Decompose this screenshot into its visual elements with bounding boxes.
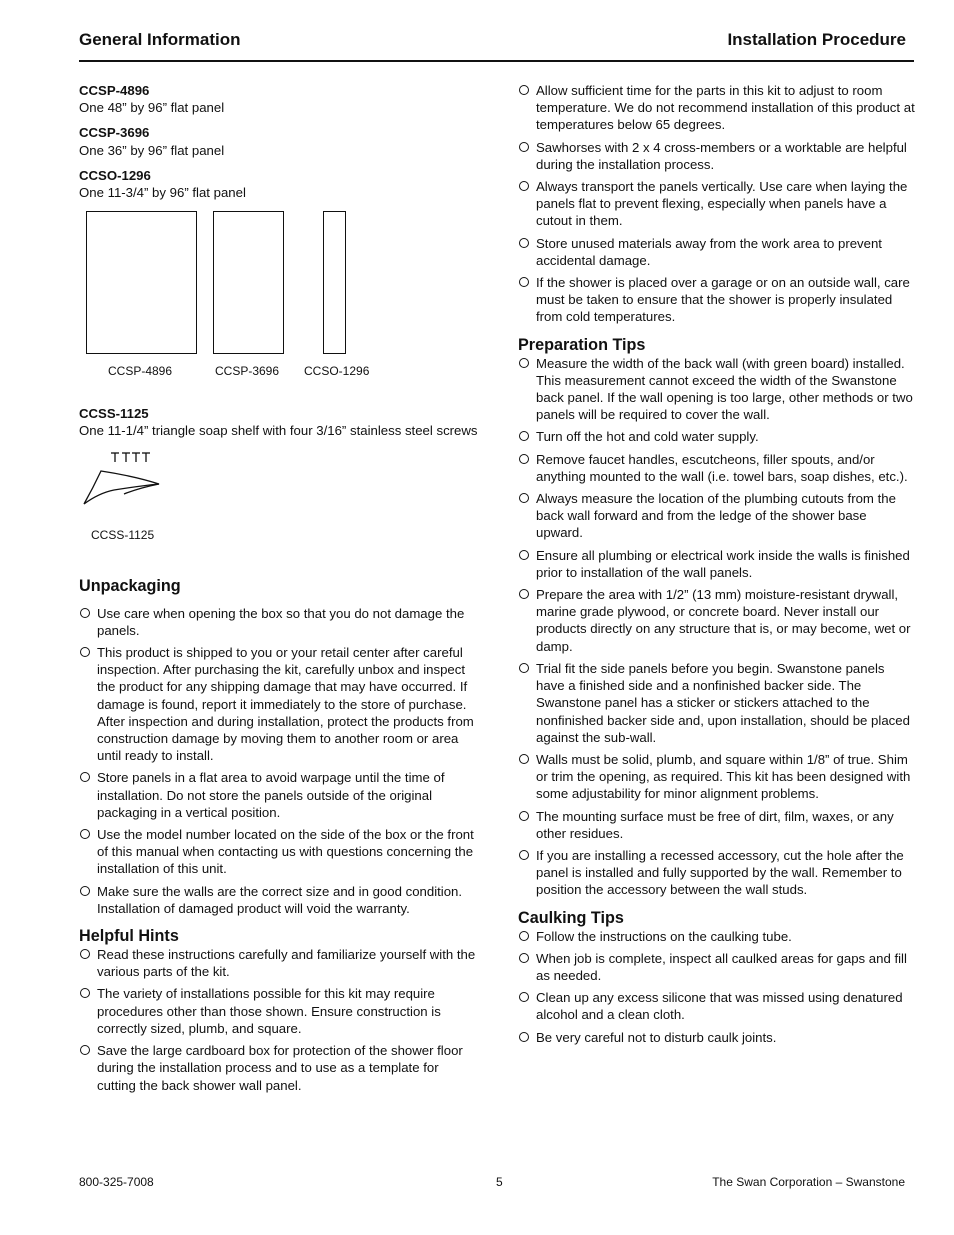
list-item bbox=[518, 451, 916, 485]
bullet-circle-icon bbox=[519, 550, 529, 560]
list-item-text: When job is complete, inspect all caulked areas for gaps and fill as needed. bbox=[536, 950, 907, 983]
model-code: CCSS-1125 bbox=[79, 406, 149, 422]
caulking-tips-list bbox=[518, 928, 916, 1046]
model-ccso-1296 bbox=[79, 167, 479, 201]
panel-caption: CCSO-1296 bbox=[304, 364, 370, 379]
list-item bbox=[79, 826, 479, 878]
footer-page-number: 5 bbox=[496, 1175, 503, 1189]
bullet-circle-icon bbox=[519, 358, 529, 368]
list-item-text: Store panels in a flat area to avoid warpage until the time of installation. Do not store the panels outside of the original packaging in a vertical position. bbox=[97, 770, 445, 820]
bullet-circle-icon bbox=[80, 886, 90, 896]
list-item-text: Measure the width of the back wall (with green board) installed. This measurement cannot exceed the width of the Swanstone back panel. If the wall opening is too large, other methods or two panels will be required to cover the wall. bbox=[536, 355, 913, 423]
bullet-circle-icon bbox=[80, 988, 90, 998]
panel-ccsp-4896-drawing bbox=[86, 211, 197, 354]
model-ccsp-4896 bbox=[79, 82, 479, 116]
list-item bbox=[518, 808, 916, 842]
list-item-text: Remove faucet handles, escutcheons, filler spouts, and/or anything mounted to the wall (i.e. towel bars, soap dishes, etc.). bbox=[536, 451, 908, 484]
panel-ccsp-3696-drawing bbox=[213, 211, 284, 354]
list-item-text: Be very careful not to disturb caulk joints. bbox=[536, 1029, 777, 1045]
list-item bbox=[518, 928, 916, 945]
list-item-text: Turn off the hot and cold water supply. bbox=[536, 429, 759, 445]
list-item-text: Save the large cardboard box for protection of the shower floor during the installation process and to use as a template for cutting the back shower wall panel. bbox=[97, 1043, 463, 1093]
panel-caption: CCSP-4896 bbox=[108, 364, 173, 379]
list-item bbox=[518, 586, 916, 655]
list-item-text: This product is shipped to you or your retail center after careful inspection. After purchasing the kit, carefully unbox and inspect the product for any shipping damage that may have occurred. If damage is found, report it immediately to the store of purchase. After inspection and during installation, protect the products from construction damage by moving them to another room or area until ready to install. bbox=[97, 645, 474, 764]
list-item-text: Walls must be solid, plumb, and square within 1/8” of true. Shim or trim the opening, as required. This kit has been designed with some adjustability for minor alignment problems. bbox=[536, 751, 911, 802]
shelf-caption: CCSS-1125 bbox=[91, 527, 155, 542]
panel-ccso-1296-drawing bbox=[323, 211, 346, 354]
bullet-circle-icon bbox=[80, 608, 90, 618]
bullet-circle-icon bbox=[519, 754, 529, 764]
model-desc: One 36” by 96” flat panel bbox=[79, 142, 225, 158]
list-item-text: Prepare the area with 1/2” (13 mm) moisture-resistant drywall, marine grade plywood, or concrete board. Never install our products directly on any structure that is, or may become, wet or damp. bbox=[536, 587, 911, 654]
list-item-text: Sawhorses with 2 x 4 cross-members or a worktable are helpful during the installation process. bbox=[536, 139, 907, 172]
header-rule bbox=[79, 60, 914, 62]
bullet-circle-icon bbox=[519, 85, 529, 95]
footer-company: The Swan Corporation – Swanstone bbox=[712, 1175, 905, 1189]
bullet-circle-icon bbox=[519, 850, 529, 860]
list-item bbox=[518, 989, 916, 1023]
list-item bbox=[518, 82, 916, 134]
soap-shelf-icon bbox=[79, 448, 179, 518]
list-item-text: The mounting surface must be free of dirt, film, waxes, or any other residues. bbox=[536, 808, 894, 841]
list-item bbox=[518, 950, 916, 984]
bullet-circle-icon bbox=[519, 454, 529, 464]
bullet-circle-icon bbox=[519, 1032, 529, 1042]
bullet-circle-icon bbox=[80, 829, 90, 839]
bullet-circle-icon bbox=[80, 1045, 90, 1055]
bullet-circle-icon bbox=[80, 647, 90, 657]
list-item bbox=[79, 985, 479, 1037]
list-item-text: If the shower is placed over a garage or on an outside wall, care must be taken to ensure that the shower is properly insulated from cold temperatures. bbox=[536, 275, 910, 325]
preparation-tips-list bbox=[518, 355, 916, 899]
list-item bbox=[518, 428, 916, 445]
bullet-circle-icon bbox=[519, 992, 529, 1002]
list-item-text: Store unused materials away from the work area to prevent accidental damage. bbox=[536, 235, 882, 268]
bullet-circle-icon bbox=[519, 431, 529, 441]
list-item bbox=[518, 139, 916, 173]
model-ccss-1125 bbox=[79, 405, 479, 439]
installation-intro-list bbox=[518, 82, 916, 326]
unpackaging-list bbox=[79, 605, 479, 917]
list-item-text: Read these instructions carefully and familiarize yourself with the various parts of the kit. bbox=[97, 947, 476, 980]
list-item-text: Use care when opening the box so that you do not damage the panels. bbox=[97, 605, 465, 638]
bullet-circle-icon bbox=[519, 238, 529, 248]
list-item bbox=[79, 946, 479, 980]
model-code: CCSP-4896 bbox=[79, 83, 150, 98]
list-item bbox=[518, 847, 916, 899]
bullet-circle-icon bbox=[519, 181, 529, 191]
list-item-text: Always measure the location of the plumbing cutouts from the back wall forward and from the ledge of the shower base upward. bbox=[536, 491, 896, 541]
bullet-circle-icon bbox=[519, 663, 529, 673]
list-item-text: The variety of installations possible for this kit may require procedures other than those shown. Ensure construction is correctly sized, plumb, and square. bbox=[97, 986, 441, 1036]
section-title-unpackaging: Unpackaging bbox=[79, 576, 181, 595]
list-item bbox=[79, 644, 479, 764]
bullet-circle-icon bbox=[80, 949, 90, 959]
list-item bbox=[518, 1029, 916, 1046]
bullet-circle-icon bbox=[519, 953, 529, 963]
model-code: CCSO-1296 bbox=[79, 167, 151, 183]
list-item bbox=[518, 274, 916, 326]
model-desc: One 11-1/4” triangle soap shelf with four 3/16” stainless steel screws bbox=[79, 423, 478, 439]
model-code: CCSP-3696 bbox=[79, 125, 150, 141]
list-item bbox=[79, 1042, 479, 1094]
right-column bbox=[518, 82, 916, 1051]
list-item-text: Make sure the walls are the correct size and in good condition. Installation of damaged product will void the warranty. bbox=[97, 883, 463, 916]
panel-illustration bbox=[79, 211, 479, 399]
model-ccsp-3696 bbox=[79, 124, 479, 158]
list-item bbox=[518, 547, 916, 581]
list-item-text: Allow sufficient time for the parts in this kit to adjust to room temperature. We do not recommend installation of this product at temperatures below 65 degrees. bbox=[536, 83, 915, 133]
bullet-circle-icon bbox=[80, 772, 90, 782]
list-item-text: Always transport the panels vertically. Use care when laying the panels flat to prevent flexing, especially when panels have a cutout in them. bbox=[536, 179, 908, 229]
list-item bbox=[518, 178, 916, 230]
left-column bbox=[79, 82, 479, 1099]
list-item-text: Clean up any excess silicone that was missed using denatured alcohol and a clean cloth. bbox=[536, 990, 903, 1023]
bullet-circle-icon bbox=[519, 142, 529, 152]
bullet-circle-icon bbox=[519, 811, 529, 821]
list-item bbox=[79, 769, 479, 821]
soap-shelf-illustration bbox=[79, 448, 479, 560]
section-title-helpful-hints: Helpful Hints bbox=[79, 927, 179, 946]
model-desc: One 48” by 96” flat panel bbox=[79, 100, 225, 116]
list-item bbox=[518, 355, 916, 424]
section-title-caulking-tips: Caulking Tips bbox=[518, 908, 624, 927]
list-item-text: If you are installing a recessed accessory, cut the hole after the panel is installed and fully supported by the wall. Remember to position the accessory between the wall studs. bbox=[536, 847, 904, 898]
list-item bbox=[518, 660, 916, 746]
bullet-circle-icon bbox=[519, 589, 529, 599]
list-item-text: Trial fit the side panels before you begin. Swanstone panels have a finished side and a nonfinished backer side. The Swanstone panel has a sticker or stickers attached to the nonfinished backer side and, upon installation, should be placed against the sub-wall. bbox=[536, 660, 910, 745]
header-left-title: General Information bbox=[79, 30, 241, 49]
section-title-preparation-tips: Preparation Tips bbox=[518, 335, 646, 354]
helpful-hints-list bbox=[79, 946, 479, 1094]
list-item bbox=[518, 490, 916, 542]
list-item bbox=[518, 235, 916, 269]
bullet-circle-icon bbox=[519, 493, 529, 503]
list-item bbox=[79, 883, 479, 917]
list-item bbox=[518, 751, 916, 803]
list-item-text: Use the model number located on the side of the box or the front of this manual when contacting us with questions concerning the installation of this unit. bbox=[97, 827, 474, 877]
list-item bbox=[79, 605, 479, 639]
bullet-circle-icon bbox=[519, 277, 529, 287]
model-desc: One 11-3/4” by 96” flat panel bbox=[79, 185, 246, 201]
header-right-title: Installation Procedure bbox=[727, 30, 906, 49]
list-item-text: Follow the instructions on the caulking tube. bbox=[536, 928, 792, 944]
footer-phone: 800-325-7008 bbox=[79, 1175, 154, 1189]
panel-caption: CCSP-3696 bbox=[215, 364, 280, 379]
bullet-circle-icon bbox=[519, 931, 529, 941]
list-item-text: Ensure all plumbing or electrical work inside the walls is finished prior to installation of the wall panels. bbox=[536, 547, 910, 580]
